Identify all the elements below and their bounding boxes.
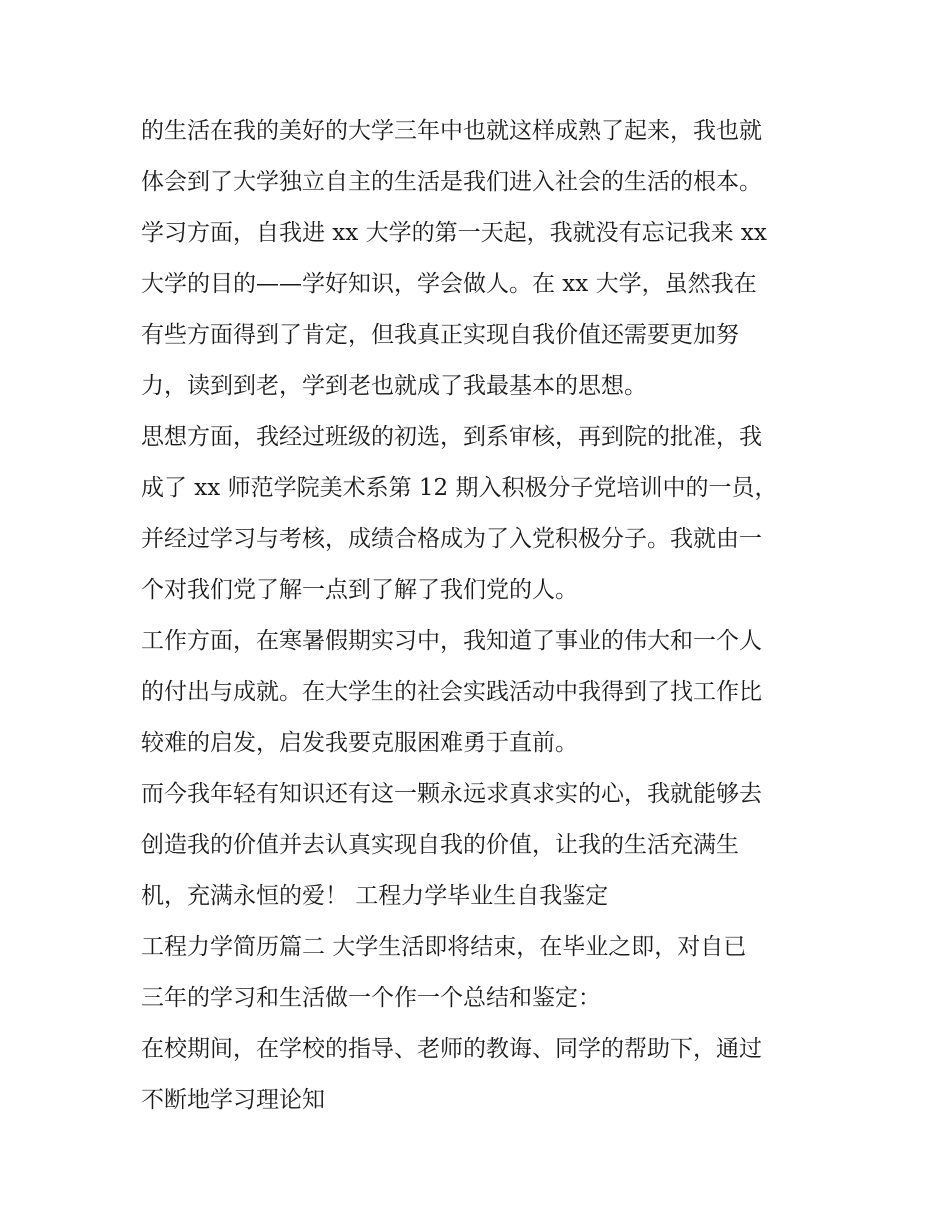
text-line: 工作方面，在寒暑假期实习中，我知道了事业的伟大和一个人 bbox=[141, 628, 762, 654]
text-line: 思想方面，我经过班级的初选，到系审核，再到院的批准，我 bbox=[141, 424, 762, 450]
text-line: 机，充满永恒的爱！ 工程力学毕业生自我鉴定 bbox=[141, 883, 609, 909]
document-body bbox=[141, 106, 821, 1126]
text-line: 的生活在我的美好的大学三年中也就这样成熟了起来，我也就 bbox=[141, 118, 762, 144]
text-line: 力，读到到老，学到老也就成了我最基本的思想。 bbox=[141, 373, 647, 399]
text-line: 三年的学习和生活做一个作一个总结和鉴定： bbox=[141, 985, 601, 1011]
text-line: 不断地学习理论知 bbox=[141, 1087, 325, 1113]
text-line: 有些方面得到了肯定，但我真正实现自我价值还需要更加努 bbox=[141, 322, 739, 348]
text-line: 体会到了大学独立自主的生活是我们进入社会的生活的根本。 bbox=[141, 169, 762, 195]
text-line: 个对我们党了解一点到了解了我们党的人。 bbox=[141, 577, 578, 603]
text-line: 创造我的价值并去认真实现自我的价值，让我的生活充满生 bbox=[141, 832, 739, 858]
text-line: 工程力学简历篇二 大学生活即将结束，在毕业之即，对自已 bbox=[141, 934, 747, 960]
text-line: 学习方面，自我进 xx 大学的第一天起，我就没有忘记我来 xx bbox=[141, 220, 767, 246]
text-line: 而今我年轻有知识还有这一颗永远求真求实的心，我就能够去 bbox=[141, 781, 762, 807]
text-line: 大学的目的——学好知识，学会做人。在 xx 大学，虽然我在 bbox=[141, 271, 757, 297]
text-line: 较难的启发，启发我要克服困难勇于直前。 bbox=[141, 730, 578, 756]
text-line: 成了 xx 师范学院美术系第 12 期入积极分子党培训中的一员， bbox=[141, 475, 778, 501]
text-line: 在校期间，在学校的指导、老师的教诲、同学的帮助下，通过 bbox=[141, 1036, 762, 1062]
text-line: 的付出与成就。在大学生的社会实践活动中我得到了找工作比 bbox=[141, 679, 762, 705]
text-line: 并经过学习与考核，成绩合格成为了入党积极分子。我就由一 bbox=[141, 526, 762, 552]
